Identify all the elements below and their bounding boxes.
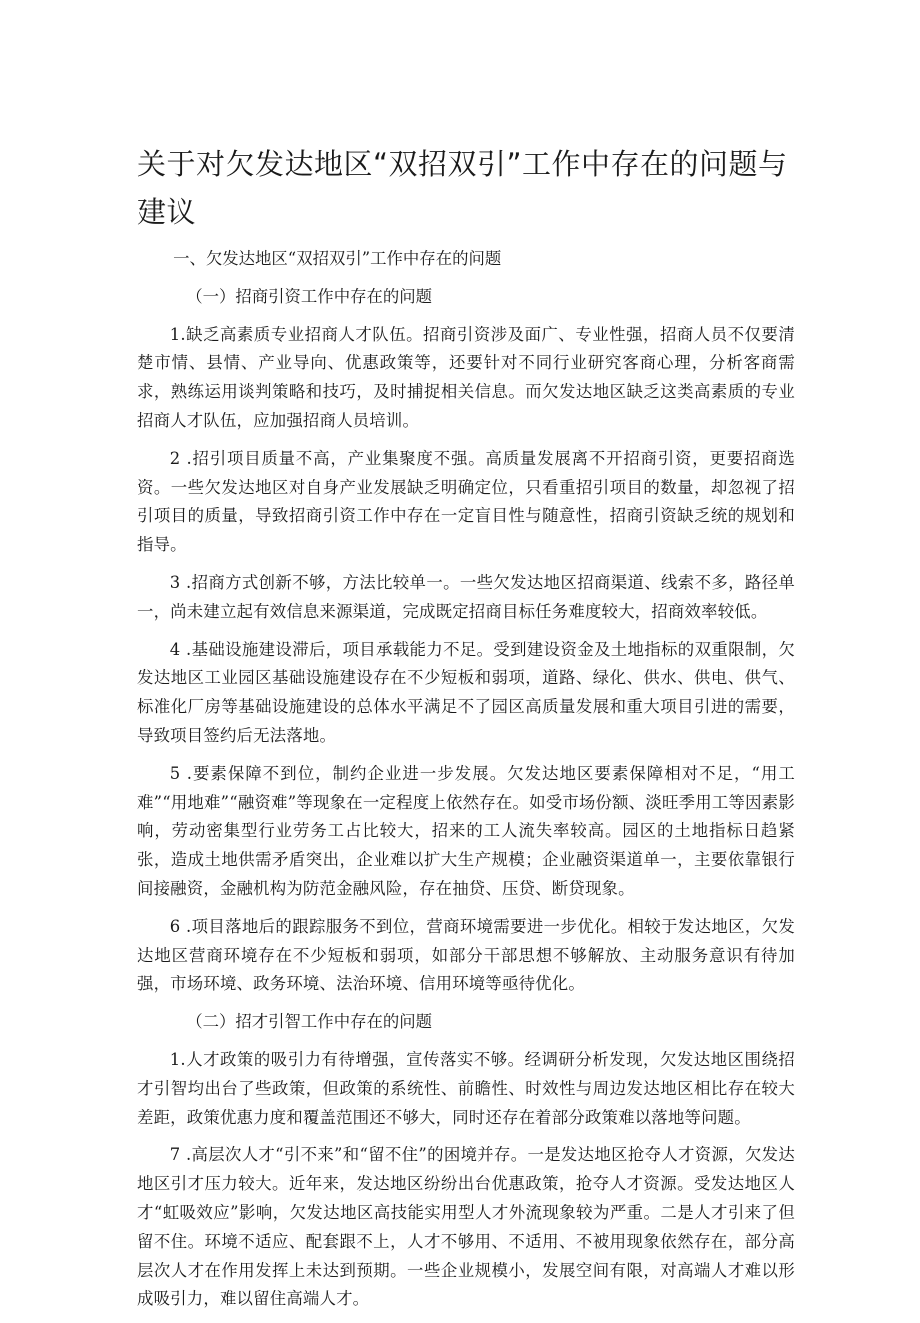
paragraph: 4 .基础设施建设滞后，项目承载能力不足。受到建设资金及土地指标的双重限制，欠发达地区工业园区基础设施建设存在不少短板和弱项，道路、绿化、供水、供电、供气、标准化厂房等基础设施建设的总体水平满足不了园区高质量发展和重大项目引进的需要，导致项目签约后无法落地。: [137, 639, 795, 745]
subsection-heading-1: （一）招商引资工作中存在的问题: [186, 286, 433, 306]
paragraph: 5 .要素保障不到位，制约企业进一步发展。欠发达地区要素保障相对不足，“用工难”“用地难”“融资难”等现象在一定程度上依然存在。如受市场份额、淡旺季用工等因素影响，劳动密集型行业劳务工占比较大，招来的工人流失率较高。园区的土地指标日趋紧张，造成土地供需矛盾突出，企业难以扩大生产规模；企业融资渠道单一，主要依靠银行间接融资，金融机构为防范金融风险，存在抽贷、压贷、断贷现象。: [137, 763, 795, 898]
document-title: 关于对欠发达地区“双招双引”工作中存在的问题与建议: [137, 147, 788, 229]
paragraph: 2 .招引项目质量不高，产业集聚度不强。高质量发展离不开招商引资，更要招商选资。一些欠发达地区对自身产业发展缺乏明确定位，只看重招引项目的数量，却忽视了招引项目的质量，导致招商引资工作中存在一定盲目性与随意性，招商引资缺乏统的规划和指导。: [137, 448, 795, 555]
document-body: [137, 245, 795, 1323]
paragraph: 1.缺乏高素质专业招商人才队伍。招商引资涉及面广、专业性强，招商人员不仅要清楚市情、县情、产业导向、优惠政策等，还要针对不同行业研究客商心理，分析客商需求，熟练运用谈判策略和技巧，及时捕捉相关信息。而欠发达地区缺乏这类高素质的专业招商人才队伍，应加强招商人员培训。: [137, 324, 795, 430]
paragraph: 3 .招商方式创新不够，方法比较单一。一些欠发达地区招商渠道、线索不多，路径单一，尚未建立起有效信息来源渠道，完成既定招商目标任务难度较大，招商效率较低。: [137, 572, 795, 621]
paragraph: 1.人才政策的吸引力有待增强，宣传落实不够。经调研分析发现，欠发达地区围绕招才引智均出台了些政策，但政策的系统性、前瞻性、时效性与周边发达地区相比存在较大差距，政策优惠力度和覆盖范围还不够大，同时还存在着部分政策难以落地等问题。: [137, 1049, 795, 1127]
section-heading-1: 一、欠发达地区“双招双引”工作中存在的问题: [173, 249, 502, 268]
subsection-heading-2: （二）招才引智工作中存在的问题: [186, 1012, 433, 1032]
paragraph: 7 .高层次人才“引不来”和“留不住”的困境并存。一是发达地区抢夺人才资源，欠发达地区引才压力较大。近年来，发达地区纷纷出台优惠政策，抢夺人才资源。受发达地区人才“虹吸效应”影响，欠发达地区高技能实用型人才外流现象较为严重。二是人才引来了但留不住。环境不适应、配套跟不上，人才不够用、不适用、不被用现象依然存在，部分高层次人才在作用发挥上未达到预期。一些企业规模小，发展空间有限，对高端人才难以形成吸引力，难以留住高端人才。: [137, 1145, 795, 1309]
paragraph: 6 .项目落地后的跟踪服务不到位，营商环境需要进一步优化。相较于发达地区，欠发达地区营商环境存在不少短板和弱项，如部分干部思想不够解放、主动服务意识有待加强，市场环境、政务环境、法治环境、信用环境等亟待优化。: [137, 916, 795, 994]
